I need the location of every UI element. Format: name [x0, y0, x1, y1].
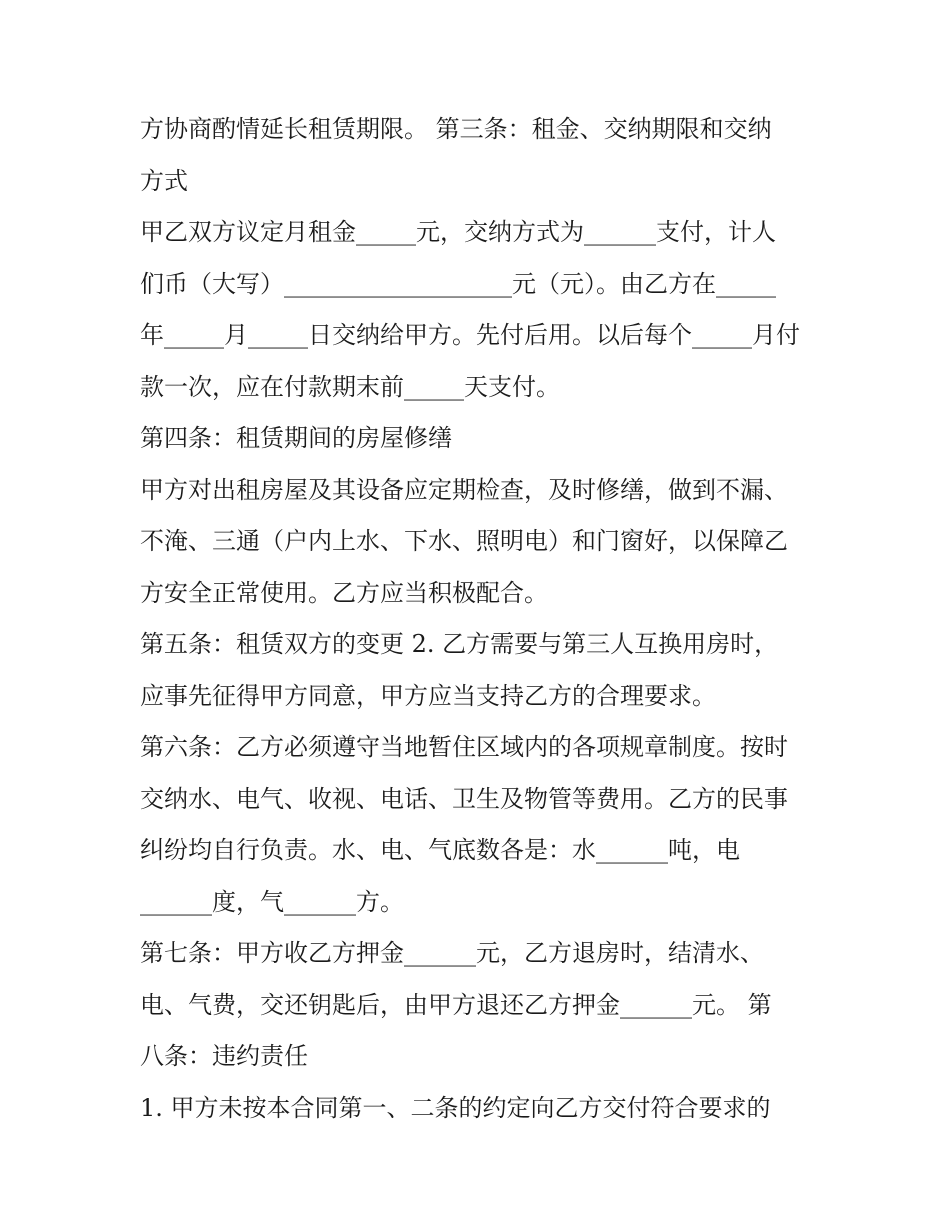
text-line: ______度，气______方。	[140, 887, 404, 916]
text-line: 纠纷均自行负责。水、电、气底数各是：水______吨，电	[140, 836, 740, 864]
section-heading: 第四条：租赁期间的房屋修缮	[140, 424, 452, 452]
text-line: 不淹、三通（户内上水、下水、照明电）和门窗好，以保障乙	[140, 527, 788, 555]
text-line: 们币（大写）___________________元（元）。由乙方在_____	[140, 269, 776, 298]
text-line: 第六条：乙方必须遵守当地暂住区域内的各项规章制度。按时	[140, 733, 788, 761]
document-body	[140, 104, 820, 1134]
text-line: 交纳水、电气、收视、电话、卫生及物管等费用。乙方的民事	[140, 784, 788, 813]
text-line: 甲乙双方议定月租金_____元，交纳方式为______支付，计人	[140, 218, 776, 246]
text-line: 方安全正常使用。乙方应当积极配合。	[140, 578, 548, 607]
section-heading: 八条：违约责任	[140, 1042, 308, 1070]
text-line: 年_____月_____日交纳给甲方。先付后用。以后每个_____月付	[140, 321, 800, 349]
text-line: 1. 甲方未按本合同第一、二条的约定向乙方交付符合要求的	[140, 1093, 771, 1122]
text-line: 方式	[140, 166, 188, 195]
text-line: 方协商酌情延长租赁期限。 第三条：租金、交纳期限和交纳	[140, 115, 772, 143]
text-line: 甲方对出租房屋及其设备应定期检查，及时修缮，做到不漏、	[140, 475, 788, 504]
text-line: 第五条：租赁双方的变更 2. 乙方需要与第三人互换用房时，	[140, 630, 779, 658]
text-line: 应事先征得甲方同意，甲方应当支持乙方的合理要求。	[140, 681, 716, 710]
text-line: 电、气费，交还钥匙后，由甲方退还乙方押金______元。 第	[140, 990, 772, 1019]
text-line: 第七条：甲方收乙方押金______元，乙方退房时，结清水、	[140, 939, 764, 967]
text-line: 款一次，应在付款期末前_____天支付。	[140, 372, 560, 401]
